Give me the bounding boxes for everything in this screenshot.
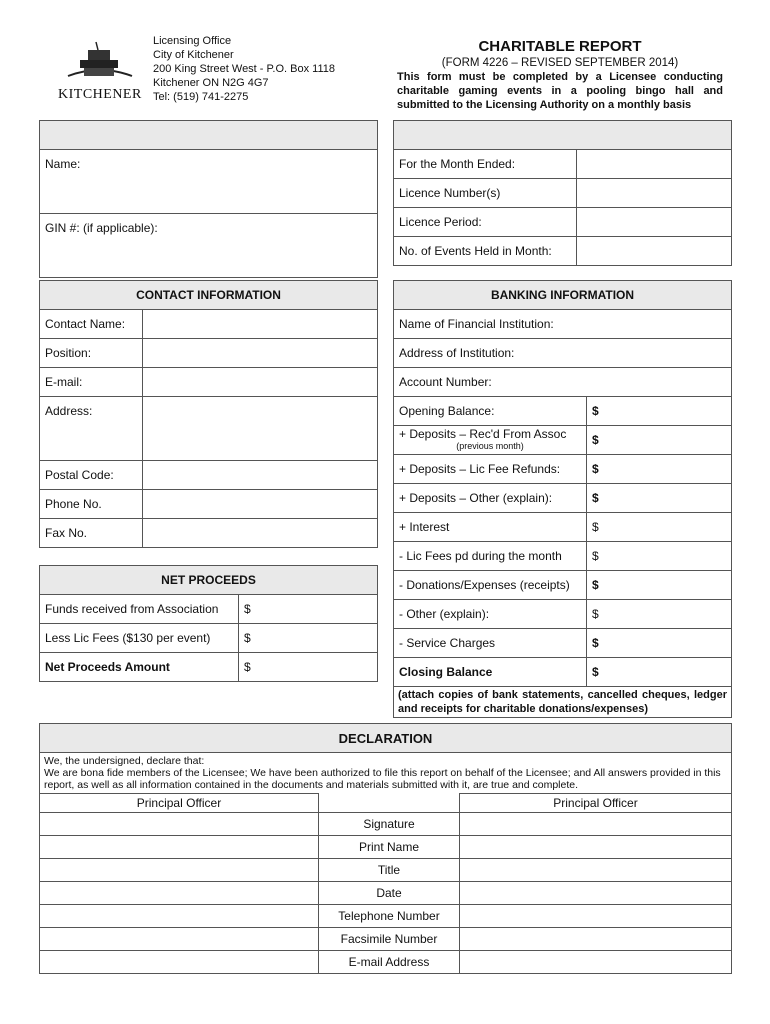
signature-right-input[interactable]: [460, 813, 732, 836]
report-subtitle: (FORM 4226 – REVISED SEPTEMBER 2014): [441, 57, 679, 69]
telephone-label: Telephone Number: [319, 905, 460, 928]
email-right-input[interactable]: [460, 951, 732, 974]
gin-field[interactable]: [40, 214, 378, 278]
email-left-input[interactable]: [40, 951, 319, 974]
net-proceeds-header: NET PROCEEDS: [40, 566, 378, 595]
address-label: Address:: [40, 397, 143, 461]
deposits-other-input[interactable]: $: [587, 484, 732, 513]
address-line: Licensing Office: [153, 35, 232, 47]
declaration-line-2: We are bona fide members of the Licensee; We have been authorized to file this report on behalf of the Licensee; and All answers provided in this report, as well as all information contained in the documents and materials submitted with it, are true and complete.: [44, 767, 721, 791]
deposits-assoc-label: [394, 426, 587, 455]
logo-wordmark: KITCHENER: [58, 87, 142, 102]
postal-code-input[interactable]: [143, 461, 378, 490]
address-input[interactable]: [143, 397, 378, 461]
events-held-input[interactable]: [577, 237, 732, 266]
month-ended-input[interactable]: [577, 150, 732, 179]
account-number-field[interactable]: Account Number:: [394, 368, 732, 397]
funds-received-label: Funds received from Association: [40, 595, 239, 624]
contact-header: CONTACT INFORMATION: [40, 281, 378, 310]
address-line: Kitchener ON N2G 4G7: [153, 77, 269, 89]
other-explain-label: - Other (explain):: [394, 600, 587, 629]
service-charges-input[interactable]: $: [587, 629, 732, 658]
service-charges-label: - Service Charges: [394, 629, 587, 658]
report-header: [397, 38, 723, 112]
net-amount-label: Net Proceeds Amount: [40, 653, 239, 682]
net-proceeds: [39, 565, 378, 682]
banking-information: [393, 280, 732, 718]
telephone-right-input[interactable]: [460, 905, 732, 928]
banking-note: (attach copies of bank statements, cancelled cheques, ledger and receipts for charitable donations/expenses): [394, 687, 732, 718]
deposits-refunds-label: + Deposits – Lic Fee Refunds:: [394, 455, 587, 484]
signature-left-input[interactable]: [40, 813, 319, 836]
licence-number-input[interactable]: [577, 179, 732, 208]
interest-input[interactable]: $: [587, 513, 732, 542]
office-address: [153, 34, 373, 104]
declaration-text: [40, 753, 732, 794]
report-instructions: This form must be completed by a Licensee conducting charitable gaming events in a pooling bingo hall and submitted to the Licensing Authority on a monthly basis: [397, 71, 723, 111]
month-ended-label: For the Month Ended:: [394, 150, 577, 179]
date-left-input[interactable]: [40, 882, 319, 905]
net-amount-input[interactable]: $: [239, 653, 378, 682]
email-address-label: E-mail Address: [319, 951, 460, 974]
institution-address-field[interactable]: Address of Institution:: [394, 339, 732, 368]
licensee-box: [39, 120, 378, 278]
date-label: Date: [319, 882, 460, 905]
institution-name-field[interactable]: Name of Financial Institution:: [394, 310, 732, 339]
address-line: 200 King Street West - P.O. Box 1118: [153, 63, 336, 75]
contact-information: [39, 280, 378, 548]
facsimile-right-input[interactable]: [460, 928, 732, 951]
city-hall-icon: [58, 36, 142, 86]
address-line: City of Kitchener: [153, 49, 234, 61]
licence-number-label: Licence Number(s): [394, 179, 577, 208]
email-label: E-mail:: [40, 368, 143, 397]
events-held-label: No. of Events Held in Month:: [394, 237, 577, 266]
principal-officer-left: Principal Officer: [40, 794, 319, 813]
address-line: Tel: (519) 741-2275: [153, 91, 249, 103]
fax-input[interactable]: [143, 519, 378, 548]
donations-expenses-input[interactable]: $: [587, 571, 732, 600]
facsimile-label: Facsimile Number: [319, 928, 460, 951]
city-logo: [58, 36, 142, 102]
lic-fees-paid-label: - Lic Fees pd during the month: [394, 542, 587, 571]
print-name-label: Print Name: [319, 836, 460, 859]
title-right-input[interactable]: [460, 859, 732, 882]
position-input[interactable]: [143, 339, 378, 368]
period-header: [394, 121, 732, 150]
contact-name-label: Contact Name:: [40, 310, 143, 339]
licensee-header: [40, 121, 378, 150]
licence-period-label: Licence Period:: [394, 208, 577, 237]
postal-code-label: Postal Code:: [40, 461, 143, 490]
print-name-left-input[interactable]: [40, 836, 319, 859]
print-name-right-input[interactable]: [460, 836, 732, 859]
declaration-line-1: We, the undersigned, declare that:: [44, 755, 205, 767]
deposits-other-label: + Deposits – Other (explain):: [394, 484, 587, 513]
declaration: [39, 723, 732, 974]
title-label: Title: [319, 859, 460, 882]
closing-balance-input[interactable]: $: [587, 658, 732, 687]
opening-balance-input[interactable]: $: [587, 397, 732, 426]
date-right-input[interactable]: [460, 882, 732, 905]
email-input[interactable]: [143, 368, 378, 397]
contact-name-input[interactable]: [143, 310, 378, 339]
phone-label: Phone No.: [40, 490, 143, 519]
licence-period-input[interactable]: [577, 208, 732, 237]
declaration-header: DECLARATION: [40, 724, 732, 753]
deposits-refunds-input[interactable]: $: [587, 455, 732, 484]
fax-label: Fax No.: [40, 519, 143, 548]
report-title: CHARITABLE REPORT: [478, 38, 642, 55]
facsimile-left-input[interactable]: [40, 928, 319, 951]
donations-expenses-label: - Donations/Expenses (receipts): [394, 571, 587, 600]
signature-label: Signature: [319, 813, 460, 836]
officer-spacer: [319, 794, 460, 813]
less-fees-input[interactable]: $: [239, 624, 378, 653]
name-field[interactable]: [40, 150, 378, 214]
period-box: [393, 120, 732, 266]
title-left-input[interactable]: [40, 859, 319, 882]
banking-header: BANKING INFORMATION: [394, 281, 732, 310]
opening-balance-label: Opening Balance:: [394, 397, 587, 426]
funds-received-input[interactable]: $: [239, 595, 378, 624]
gin-label: GIN #: (if applicable):: [45, 221, 158, 235]
lic-fees-paid-input[interactable]: $: [587, 542, 732, 571]
closing-balance-label: Closing Balance: [394, 658, 587, 687]
deposits-assoc-input[interactable]: $: [587, 426, 732, 455]
phone-input[interactable]: [143, 490, 378, 519]
telephone-left-input[interactable]: [40, 905, 319, 928]
deposits-assoc-sub: (previous month): [456, 441, 524, 451]
deposits-assoc-text: + Deposits – Rec'd From Assoc: [399, 427, 567, 441]
principal-officer-right: Principal Officer: [460, 794, 732, 813]
position-label: Position:: [40, 339, 143, 368]
name-label: Name:: [45, 157, 81, 171]
less-fees-label: Less Lic Fees ($130 per event): [40, 624, 239, 653]
other-explain-input[interactable]: $: [587, 600, 732, 629]
interest-label: + Interest: [394, 513, 587, 542]
